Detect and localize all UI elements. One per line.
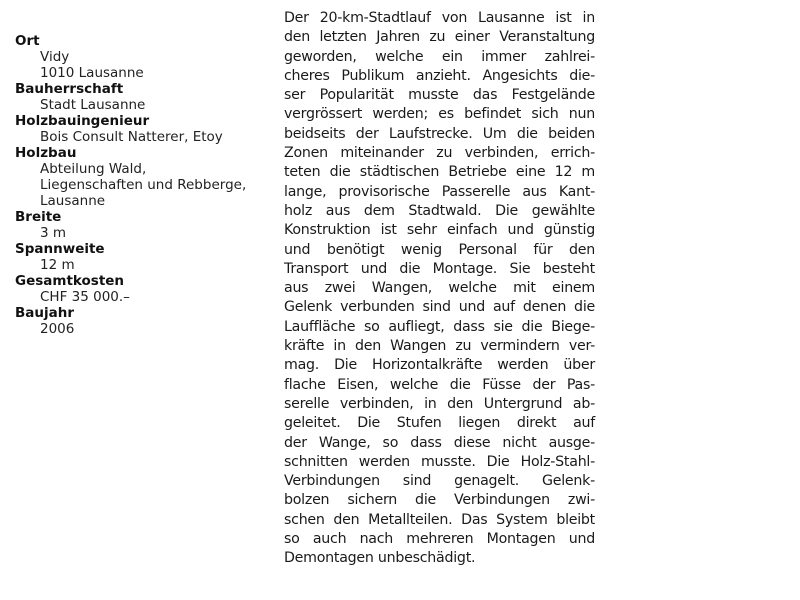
fact-value xyxy=(15,129,265,145)
article-line: Transport und die Montage. Sie besteht xyxy=(284,260,595,277)
article-line: so auch nach mehreren Montagen und xyxy=(284,531,595,548)
fact-value-line: Vidy xyxy=(40,49,70,65)
fact-item xyxy=(15,209,265,241)
article-line: den letzten Jahren zu einer Veranstaltung xyxy=(284,29,595,46)
fact-label: Bauherrschaft xyxy=(15,81,124,97)
fact-value-line: Lausanne xyxy=(40,193,106,209)
fact-value-line: 12 m xyxy=(40,257,75,273)
fact-value-line: 3 m xyxy=(40,225,67,241)
fact-item xyxy=(15,241,265,273)
article-line: bolzen sichern die Verbindungen zwi- xyxy=(284,492,595,509)
fact-value-line: 1010 Lausanne xyxy=(40,65,144,81)
article-line: Der 20-km-Stadtlauf von Lausanne ist in xyxy=(284,10,595,26)
article-body xyxy=(284,9,595,569)
article-line: geworden, welche ein immer zahlrei- xyxy=(284,48,595,65)
fact-item xyxy=(15,113,265,145)
article-line: und benötigt wenig Personal für den xyxy=(284,241,595,258)
article-line: holz aus dem Stadtwald. Die gewählte xyxy=(284,202,595,219)
article-line: Demontagen unbeschädigt. xyxy=(284,550,476,567)
fact-value xyxy=(15,49,265,81)
fact-label: Holzbauingenieur xyxy=(15,113,150,129)
fact-value xyxy=(15,161,265,209)
article-line: kräfte in den Wangen zu vermindern ver- xyxy=(284,338,595,355)
article-line: Zonen miteinander zu verbinden, errich- xyxy=(284,145,595,162)
article-line: Konstruktion ist sehr einfach und günstig xyxy=(284,222,595,239)
fact-label: Ort xyxy=(15,33,40,49)
fact-value-line: Stadt Lausanne xyxy=(40,97,146,113)
article-line: Gelenk verbunden sind und auf denen die xyxy=(284,299,595,316)
fact-item xyxy=(15,145,265,209)
fact-item xyxy=(15,273,265,305)
article-line: schen den Metallteilen. Das System bleibt xyxy=(284,511,595,528)
fact-item xyxy=(15,305,265,337)
fact-value xyxy=(15,97,265,113)
fact-label: Baujahr xyxy=(15,305,75,321)
article-line: vergrössert werden; es befindet sich nun xyxy=(284,106,595,123)
article-line: aus zwei Wangen, welche mit einem xyxy=(284,280,595,297)
fact-value xyxy=(15,257,265,273)
article-line: beidseits der Laufstrecke. Um die beiden xyxy=(284,125,595,142)
fact-value xyxy=(15,225,265,241)
article-line: Verbindungen sind genagelt. Gelenk- xyxy=(284,473,595,490)
article-line: geleitet. Die Stufen liegen direkt auf xyxy=(284,415,595,432)
fact-value xyxy=(15,289,265,305)
article-line: cheres Publikum anzieht. Angesichts die- xyxy=(284,67,595,84)
article-line: mag. Die Horizontalkräfte werden über xyxy=(284,357,595,374)
article-line: der Wange, so dass diese nicht ausge- xyxy=(284,434,595,451)
fact-value-line: CHF 35 000.– xyxy=(40,289,130,305)
fact-value-line: Liegenschaften und Rebberge, xyxy=(40,177,247,193)
fact-item xyxy=(15,81,265,113)
article-line: ser Popularität musste das Festgelände xyxy=(284,87,595,104)
article-line: flache Eisen, welche die Füsse der Pas- xyxy=(284,376,595,393)
article-line: serelle verbinden, in den Untergrund ab- xyxy=(284,395,595,412)
fact-value-line: 2006 xyxy=(40,321,75,337)
fact-value-line: Bois Consult Natterer, Etoy xyxy=(40,129,223,145)
fact-label: Spannweite xyxy=(15,241,105,257)
article-line: schnitten werden musste. Die Holz-Stahl- xyxy=(284,453,595,470)
fact-label: Breite xyxy=(15,209,62,225)
fact-value xyxy=(15,321,265,337)
fact-value-line: Abteilung Wald, xyxy=(40,161,147,177)
article-line: lange, provisorische Passerelle aus Kant- xyxy=(284,183,595,200)
article-line: Lauffläche so aufliegt, dass sie die Biege- xyxy=(284,318,595,335)
fact-label: Holzbau xyxy=(15,145,77,161)
project-facts xyxy=(15,33,265,337)
article-line: teten die städtischen Betriebe eine 12 m xyxy=(284,164,595,181)
fact-item xyxy=(15,33,265,81)
fact-label: Gesamtkosten xyxy=(15,273,125,289)
